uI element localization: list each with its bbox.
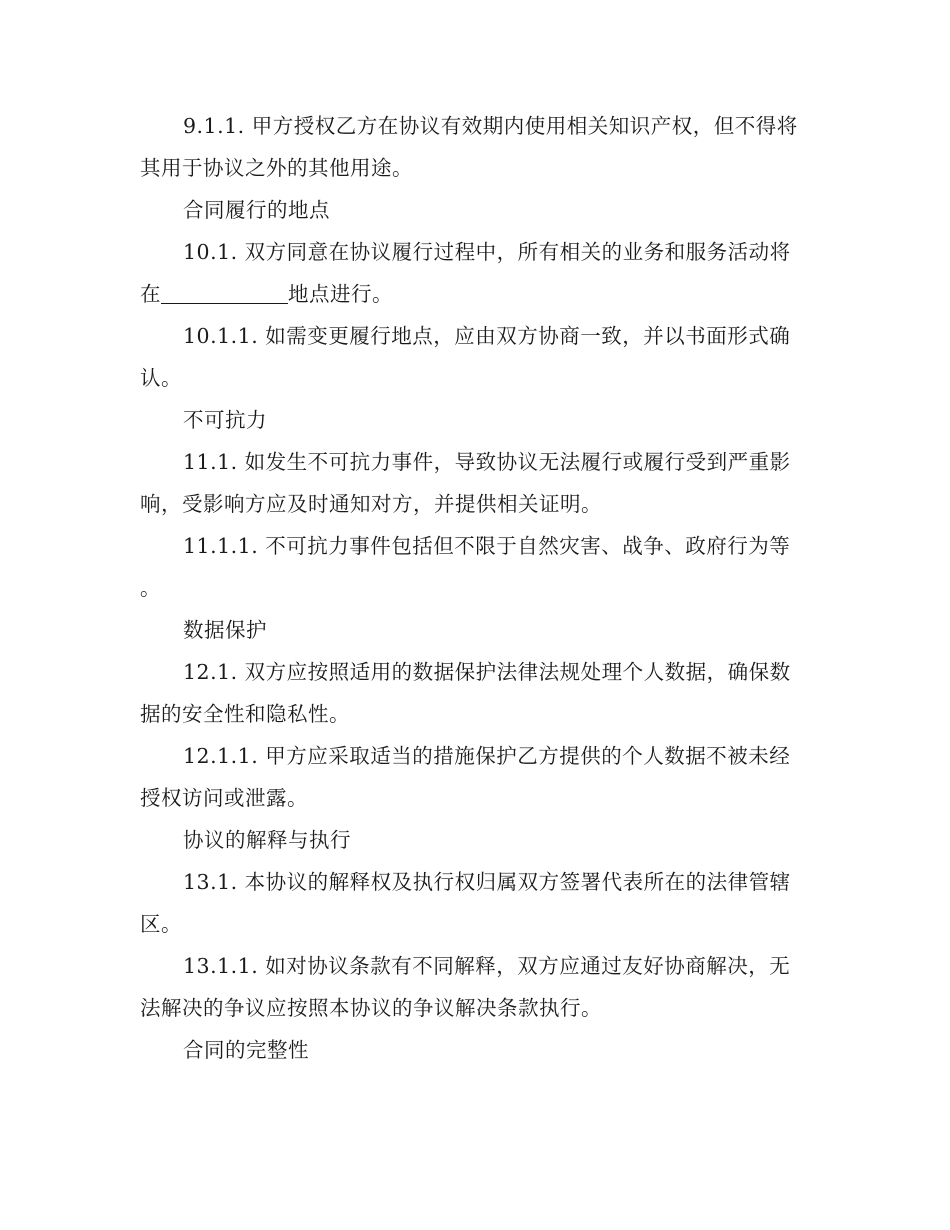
clause-12-1: 12.1. 双方应按照适用的数据保护法律法规处理个人数据，确保数据的安全性和隐私性。 <box>140 660 791 726</box>
clause-11-1: 11.1. 如发生不可抗力事件，导致协议无法履行或履行受到严重影响，受影响方应及时通知对方，并提供相关证明。 <box>140 450 791 516</box>
clause-12-1-1: 12.1.1. 甲方应采取适当的措施保护乙方提供的个人数据不被未经授权访问或泄露。 <box>140 744 791 810</box>
section-heading-force-majeure: 不可抗力 <box>183 408 267 432</box>
clause-10-1 <box>140 231 810 315</box>
section-heading-entire-agreement: 合同的完整性 <box>183 1038 309 1062</box>
section-heading-data-protection: 数据保护 <box>183 618 267 642</box>
clause-11-1-1: 11.1.1. 不可抗力事件包括但不限于自然灾害、战争、政府行为等。 <box>140 534 791 600</box>
document-body <box>140 105 810 1071</box>
blank-location-field <box>161 283 288 304</box>
section-heading-interpretation: 协议的解释与执行 <box>183 828 351 852</box>
clause-13-1: 13.1. 本协议的解释权及执行权归属双方签署代表所在的法律管辖区。 <box>140 870 791 936</box>
clause-10-1-text-before: 10.1. 双方同意在协议履行过程中，所有相关的业务和服务活动将在 <box>140 240 791 306</box>
clause-13-1-1: 13.1.1. 如对协议条款有不同解释，双方应通过友好协商解决，无法解决的争议应按照本协议的争议解决条款执行。 <box>140 954 791 1020</box>
clause-10-1-1: 10.1.1. 如需变更履行地点，应由双方协商一致，并以书面形式确认。 <box>140 324 791 390</box>
clause-9-1-1: 9.1.1. 甲方授权乙方在协议有效期内使用相关知识产权，但不得将其用于协议之外的其他用途。 <box>140 114 798 180</box>
clause-10-1-text-after: 地点进行。 <box>288 282 393 306</box>
section-heading-place-of-performance: 合同履行的地点 <box>183 198 330 222</box>
